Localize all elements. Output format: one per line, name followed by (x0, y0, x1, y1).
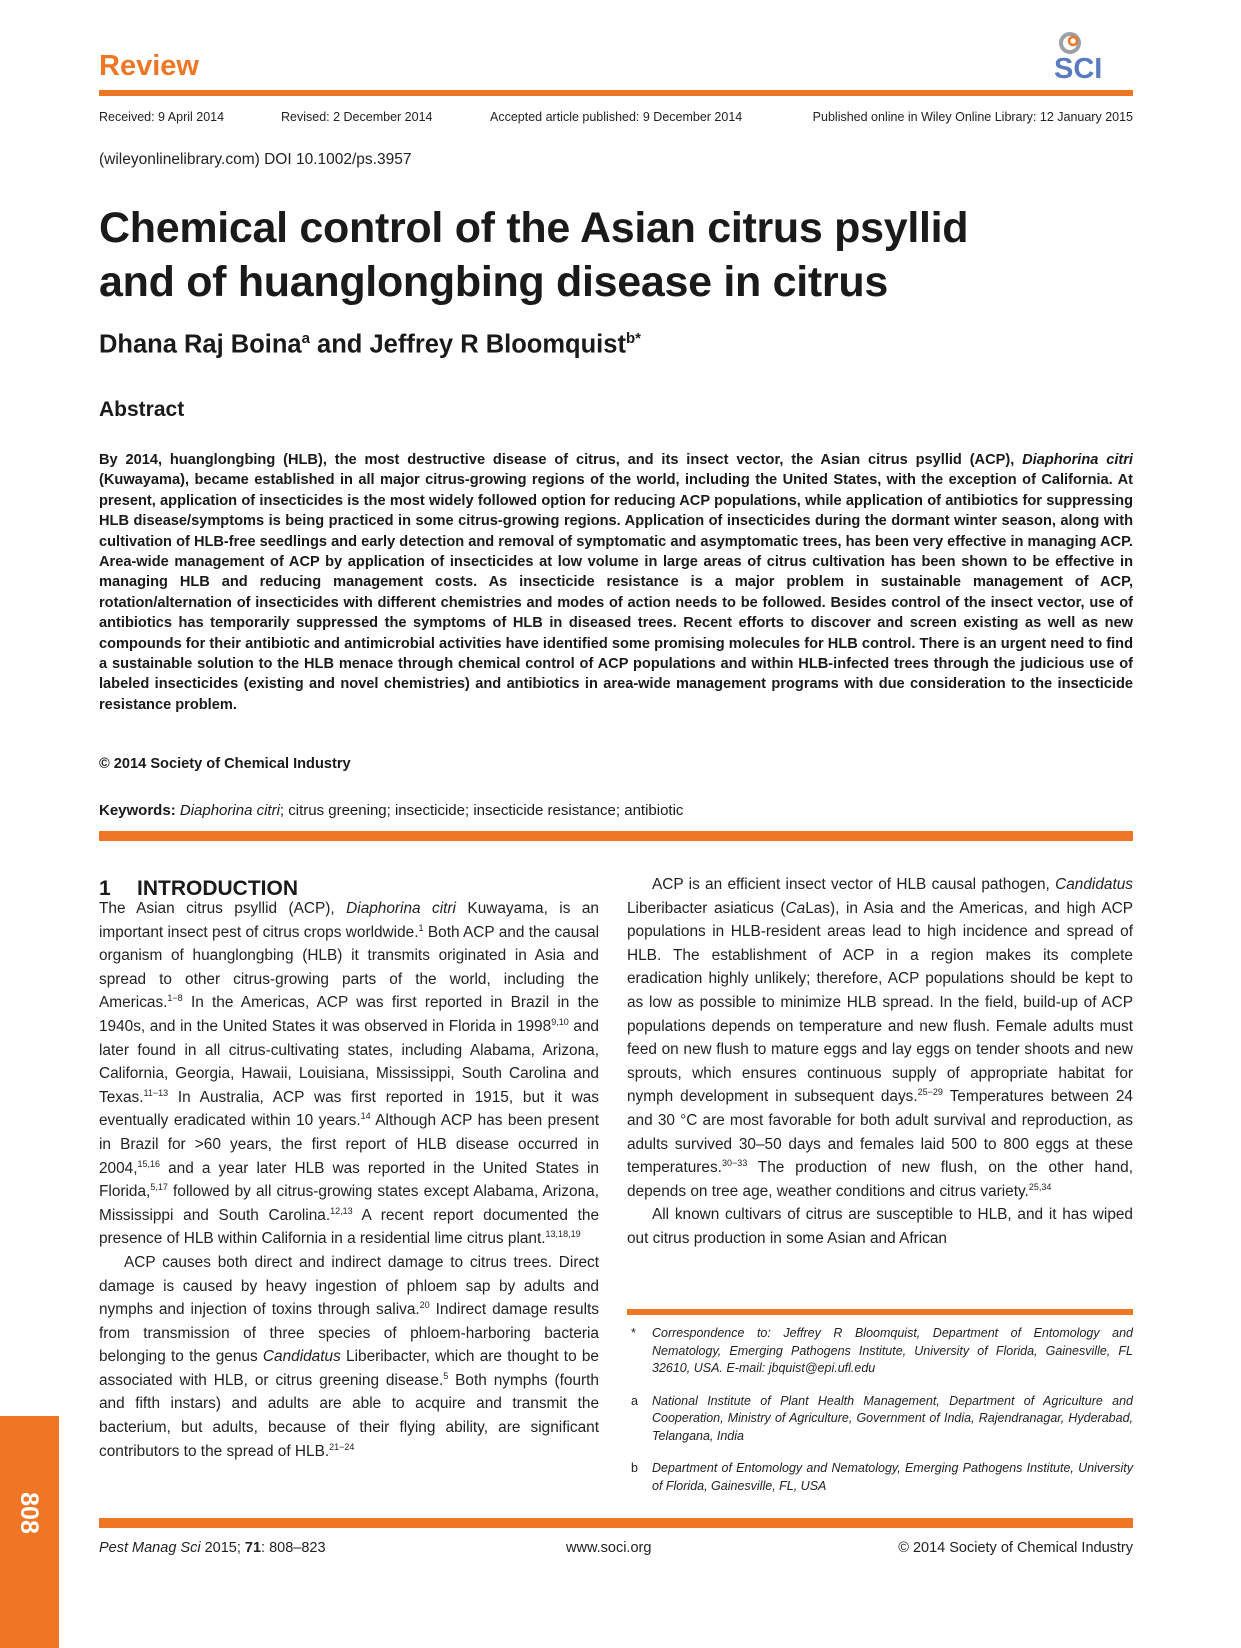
text-run: and later found in all citrus-cultivating states, including Alabama, Arizona, California, Georgia, Hawaii, Louisiana, Mississippi, South Carolina and Texas. (99, 1017, 599, 1106)
citation-ref[interactable]: 5 (443, 1370, 449, 1381)
footnote-rule (627, 1309, 1133, 1315)
header-rule (99, 90, 1133, 96)
abstract-species: Diaphorina citri (1022, 452, 1133, 468)
abstract-text-start: By 2014, huanglongbing (HLB), the most destructive disease of citrus, and its insect vector, the Asian citrus psyllid (ACP), (99, 452, 1023, 468)
logo-text: SCI (1054, 53, 1103, 85)
date-accepted: Accepted article published: 9 December 2014 (490, 110, 743, 124)
sci-logo (1050, 28, 1130, 86)
text-run: In Australia, ACP was first reported in 1915, but it was eventually eradicated within 10 years. (99, 1088, 599, 1130)
footer-copyright: © 2014 Society of Chemical Industry (898, 1540, 1133, 1556)
left-column (99, 897, 599, 1463)
paragraph-1 (99, 897, 599, 1251)
journal-name: Pest Manag Sci (99, 1540, 201, 1556)
abstract-text (99, 450, 1133, 715)
italic-term: Candidatus (262, 1348, 341, 1366)
footnote-mark: b (631, 1461, 638, 1475)
citation-ref[interactable]: 1 (418, 922, 424, 933)
date-revised: Revised: 2 December 2014 (281, 110, 433, 124)
author-list (99, 330, 641, 360)
footnotes (627, 1325, 1133, 1510)
author-1-affiliation: a (301, 330, 310, 347)
citation-ref[interactable]: 1−8 (167, 993, 183, 1004)
section-title: INTRODUCTION (137, 877, 298, 900)
citation-ref[interactable]: 20 (419, 1299, 430, 1310)
author-1: Dhana Raj Boina (99, 330, 302, 359)
paragraph-4 (627, 1203, 1133, 1250)
keyword-species: Diaphorina citri (179, 802, 280, 819)
abstract-copyright: © 2014 Society of Chemical Industry (99, 756, 351, 772)
footnote-mark: * (631, 1326, 636, 1340)
citation-ref[interactable]: 30−33 (721, 1158, 748, 1168)
article-title (99, 201, 1139, 309)
title-line-1: Chemical control of the Asian citrus psyllid (99, 204, 969, 252)
citation-ref[interactable]: 12,13 (330, 1205, 353, 1216)
journal-pages: : 808–823 (261, 1540, 326, 1556)
text-run: Liberibacter, which are thought to be associated with HLB, or citrus greening disease. (99, 1348, 599, 1389)
section-label: Review (99, 50, 199, 82)
author-join: and (309, 330, 370, 359)
citation-ref[interactable]: 21−24 (329, 1441, 355, 1452)
citation-ref[interactable]: 5,17 (150, 1182, 168, 1192)
section-number: 1 (99, 877, 111, 900)
page-number: 808 (15, 1492, 43, 1534)
text-run: followed by all citrus-growing states except Alabama, Arizona, Mississippi and South Carolina. (99, 1183, 599, 1224)
footnote-text: National Institute of Plant Health Management, Department of Agriculture and Cooperation, Ministry of Agriculture, Government of India, Rajendranagar, Hyderabad, Telangana, India (652, 1393, 1133, 1443)
text-run: Both ACP and the causal organism of huanglongbing (HLB) it transmits originated in Asia and spread to other citrus-growing parts of the world, including the Americas. (99, 923, 599, 1012)
text-run: Las), in Asia and the Americas, and high ACP populations in HLB-resident areas lead to high incidence and spread of HLB. The establishment of ACP in a region makes its complete eradication highly unlikely; therefore, ACP populations should be kept to as low as possible to minimize HLB spread. In the field, build-up of ACP populations depends on temperature and new flush. Female adults must feed on new flush to mature eggs and lay eggs on tender shoots and new sprouts, which ensures continuous supply of appropriate habitat for nymph development in subsequent days. (627, 899, 1133, 1106)
sci-logo-icon (1050, 28, 1130, 86)
abstract-heading: Abstract (99, 398, 185, 421)
text-run: The Asian citrus psyllid (ACP), (99, 900, 347, 917)
abstract-rule (99, 831, 1133, 841)
footnote-affiliation-b (627, 1460, 1133, 1495)
citation-ref[interactable]: 14 (360, 1111, 371, 1122)
text-run: ACP is an efficient insect vector of HLB causal pathogen, (652, 876, 1056, 893)
title-line-2: and of huanglongbing disease in citrus (99, 258, 888, 306)
journal-citation (99, 1540, 326, 1556)
citation-ref[interactable]: 25−29 (917, 1087, 943, 1098)
text-run: All known cultivars of citrus are susceptible to HLB, and it has wiped out citrus production in some Asian and African (627, 1206, 1133, 1247)
italic-term: Ca (785, 899, 806, 917)
citation-ref[interactable]: 9,10 (551, 1016, 569, 1027)
footnote-correspondence (627, 1325, 1133, 1378)
footnote-text: Correspondence to: Jeffrey R Bloomquist, Department of Entomology and Nematology, Emerging Pathogens Institute, University of Florida, Gainesville, FL 32610, USA. E-mail: jbquist@epi.ufl.edu (652, 1326, 1133, 1375)
text-run: Indirect damage results from transmission of three species of phloem-harboring bacteria belonging to the genus (99, 1301, 599, 1366)
footer-rule (99, 1518, 1133, 1528)
right-column (627, 873, 1133, 1251)
text-run: Kuwayama, is an important insect pest of citrus crops worldwide. (99, 900, 599, 941)
date-received: Received: 9 April 2014 (99, 110, 225, 124)
paragraph-2 (99, 1251, 599, 1463)
text-run: ACP causes both direct and indirect damage to citrus trees. Direct damage is caused by heavy ingestion of phloem sap by adults and nymphs and injection of toxins through saliva. (99, 1253, 599, 1319)
keywords-list: ; citrus greening; insecticide; insecticide resistance; antibiotic (279, 802, 684, 819)
text-run: The production of new flush, on the other hand, depends on tree age, weather conditions and citrus variety. (627, 1159, 1133, 1200)
journal-volume: 71 (244, 1540, 262, 1556)
citation-ref[interactable]: 25,34 (1028, 1181, 1052, 1192)
doi-line[interactable]: (wileyonlinelibrary.com) DOI 10.1002/ps.3957 (99, 151, 412, 168)
citation-ref[interactable]: 13,18,19 (545, 1229, 581, 1240)
text-run: Although ACP has been present in Brazil for >60 years, the first report of HLB disease occurred in 2004, (99, 1112, 599, 1177)
paragraph-3 (627, 873, 1133, 1203)
text-run: In the Americas, ACP was first reported in Brazil in the 1940s, and in the United States it was observed in Florida in 1998 (99, 994, 599, 1035)
footnote-affiliation-a (627, 1393, 1133, 1446)
footnote-text: Department of Entomology and Nematology, Emerging Pathogens Institute, University of Florida, Gainesville, FL, USA (652, 1461, 1133, 1493)
text-run: and a year later HLB was reported in the United States in Florida, (99, 1159, 599, 1201)
citation-ref[interactable]: 11−13 (143, 1087, 169, 1098)
keywords (99, 802, 683, 819)
website-link[interactable]: www.soci.org (566, 1540, 652, 1556)
text-run: A recent report documented the presence of HLB within California in a residential lime citrus plant. (99, 1206, 600, 1248)
author-2-affiliation: b* (625, 330, 641, 347)
journal-year: 2015; (200, 1540, 245, 1556)
date-published: Published online in Wiley Online Library: 12 January 2015 (812, 110, 1133, 124)
text-run: Both nymphs (fourth and fifth instars) and adults are able to acquire and transmit the bacterium, but adults, because of their flying ability, are significant contributors to the spread of HLB. (99, 1371, 599, 1460)
footnote-mark: a (631, 1393, 638, 1408)
author-2: Jeffrey R Bloomquist (369, 330, 626, 359)
abstract-text-end: (Kuwayama), became established in all major citrus-growing regions of the world, including the United States, with the exception of California. At present, application of insecticides is the most widely followed option for reducing ACP populations, while application of antibiotics for suppressing HLB disease/symptoms is being practiced in some citrus-growing regions. Application of insecticides during the dormant winter season, along with cultivation of HLB-free seedlings and early detection and removal of symptomatic and asymptomatic trees, has been very effective in managing ACP. Area-wide management of ACP by application of insecticides at low volume in large areas of citrus cultivation has been shown to be effective in managing HLB and reducing management costs. As insecticide resistance is a major problem in sustainable management of ACP, rotation/alternation of insecticides with different chemistries and modes of action needs to be followed. Besides control of the insect vector, use of antibiotics has temporarily suppressed the symptoms of HLB in diseased trees. Recent efforts to discover and screen existing as well as new compounds for their antibiotic and antimicrobial activities have identified some promising molecules for HLB control. There is an urgent need to find a sustainable solution to the HLB menace through chemical control of ACP populations and within HLB-infected trees through the judicious use of labeled insecticides (existing and novel chemistries) and antibiotics in area-wide management programs with due consideration to the insecticide resistance problem. (99, 472, 1133, 713)
keywords-label: Keywords: (99, 802, 176, 819)
italic-term: Candidatus (1055, 876, 1133, 893)
italic-term: Diaphorina citri (346, 900, 456, 917)
text-run: Liberibacter asiaticus ( (627, 899, 786, 917)
text-run: Temperatures between 24 and 30 °C are most favorable for both adult survival and reproduction, as adults survived 30–50 days and females laid 500 to 800 eggs at these temperatures. (627, 1088, 1133, 1177)
citation-ref[interactable]: 15,16 (137, 1158, 161, 1169)
